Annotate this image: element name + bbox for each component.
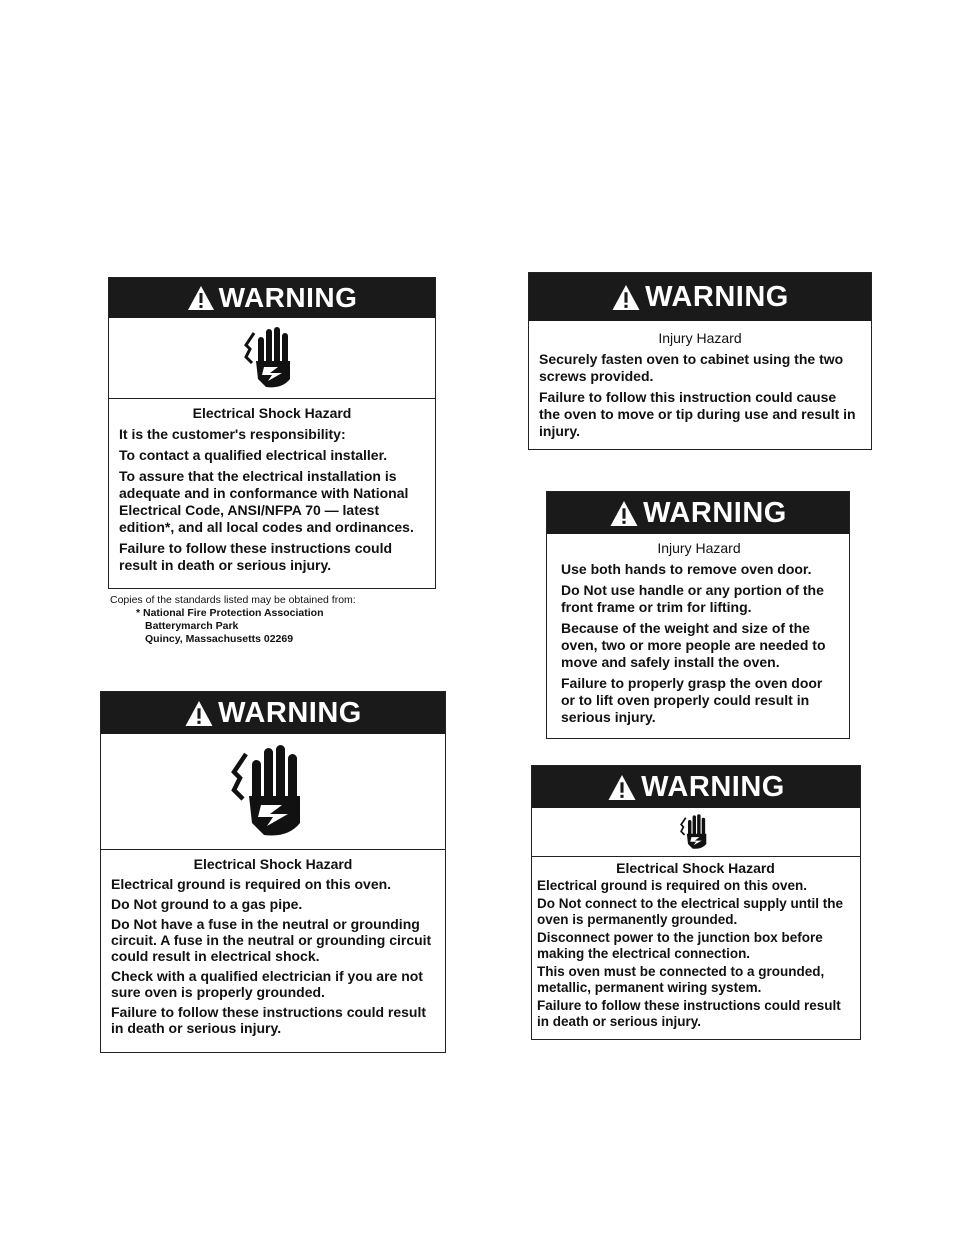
warning-header [532, 766, 860, 808]
warning-line: Failure to follow these instructions could result in death or serious injury. [119, 540, 393, 573]
hazard-title: Electrical Shock Hazard [616, 860, 775, 876]
warning-header [109, 278, 435, 318]
electrical-shock-hand-icon [678, 812, 714, 852]
warning-line: Do Not connect to the electrical supply until the oven is permanently grounded. [537, 896, 844, 927]
warning-line: Do Not ground to a gas pipe. [111, 896, 303, 912]
warning-body [529, 321, 871, 452]
icon-row [532, 808, 860, 857]
electrical-shock-hand-icon [228, 739, 318, 844]
warning-triangle-icon [187, 285, 215, 311]
standards-footnote [110, 594, 356, 646]
warning-line: Securely fasten oven to cabinet using the two screws provided. [539, 351, 844, 384]
warning-body [532, 857, 860, 1034]
warning-line: Because of the weight and size of the oven, two or more people are needed to move and safely install the oven. [561, 620, 826, 670]
warning-header-text: WARNING [218, 282, 358, 313]
icon-row [109, 318, 435, 399]
warning-header-text: WARNING [218, 696, 362, 729]
warning-line: Use both hands to remove oven door. [561, 561, 812, 577]
warning-line: Check with a qualified electrician if you are not sure oven is properly grounded. [111, 968, 423, 1000]
footnote-lead: Copies of the standards listed may be obtained from: [110, 594, 356, 606]
hazard-title: Injury Hazard [658, 330, 742, 346]
hazard-title: Injury Hazard [657, 540, 741, 556]
warning-triangle-icon [607, 774, 637, 801]
warning-line: Failure to properly grasp the oven door or to lift oven properly could result in serious injury. [561, 675, 823, 725]
warning-body [109, 399, 435, 586]
warning-header-text: WARNING [645, 280, 789, 313]
hazard-title: Electrical Shock Hazard [192, 405, 352, 421]
footnote-address1: Batterymarch Park [145, 620, 239, 632]
warning-line: To contact a qualified electrical installer. [119, 447, 388, 463]
warning-triangle-icon [611, 284, 641, 311]
warning-line: This oven must be connected to a grounded, metallic, permanent wiring system. [537, 964, 825, 995]
warning-line: Do Not have a fuse in the neutral or grounding circuit. A fuse in the neutral or grounding circuit could result in electrical shock. [111, 916, 432, 964]
warning-line: To assure that the electrical installation is adequate and in conformance with National Electrical Code, ANSI/NFPA 70 — latest edition*, and all local codes and ordinances. [119, 468, 414, 535]
warning-line: It is the customer's responsibility: [119, 426, 346, 442]
footnote-address2: Quincy, Massachusetts 02269 [145, 633, 294, 645]
warning-box-electrical-1 [108, 277, 436, 589]
warning-header [529, 273, 871, 321]
warning-box-electrical-2 [100, 691, 446, 1053]
warning-line: Electrical ground is required on this oven. [111, 876, 392, 892]
warning-triangle-icon [184, 700, 214, 727]
warning-body [547, 534, 849, 736]
warning-box-electrical-3 [531, 765, 861, 1040]
warning-line: Disconnect power to the junction box before making the electrical connection. [537, 930, 823, 961]
warning-header-text: WARNING [643, 496, 787, 529]
warning-box-injury-1 [528, 272, 872, 450]
warning-body [101, 850, 445, 1048]
warning-line: Failure to follow these instructions could result in death or serious injury. [537, 998, 841, 1029]
warning-header [101, 692, 445, 734]
warning-line: Do Not use handle or any portion of the front frame or trim for lifting. [561, 582, 824, 615]
warning-line: Failure to follow these instructions could result in death or serious injury. [111, 1004, 427, 1036]
icon-row [101, 734, 445, 850]
warning-header [547, 492, 849, 534]
warning-box-injury-2 [546, 491, 850, 739]
electrical-shock-hand-icon [242, 323, 302, 393]
warning-line: Electrical ground is required on this oven. [537, 878, 808, 893]
warning-triangle-icon [609, 500, 639, 527]
footnote-org: * National Fire Protection Association [136, 607, 324, 619]
warning-header-text: WARNING [641, 770, 785, 803]
warning-line: Failure to follow this instruction could cause the oven to move or tip during use and result in injury. [539, 389, 856, 439]
hazard-title: Electrical Shock Hazard [193, 856, 353, 872]
